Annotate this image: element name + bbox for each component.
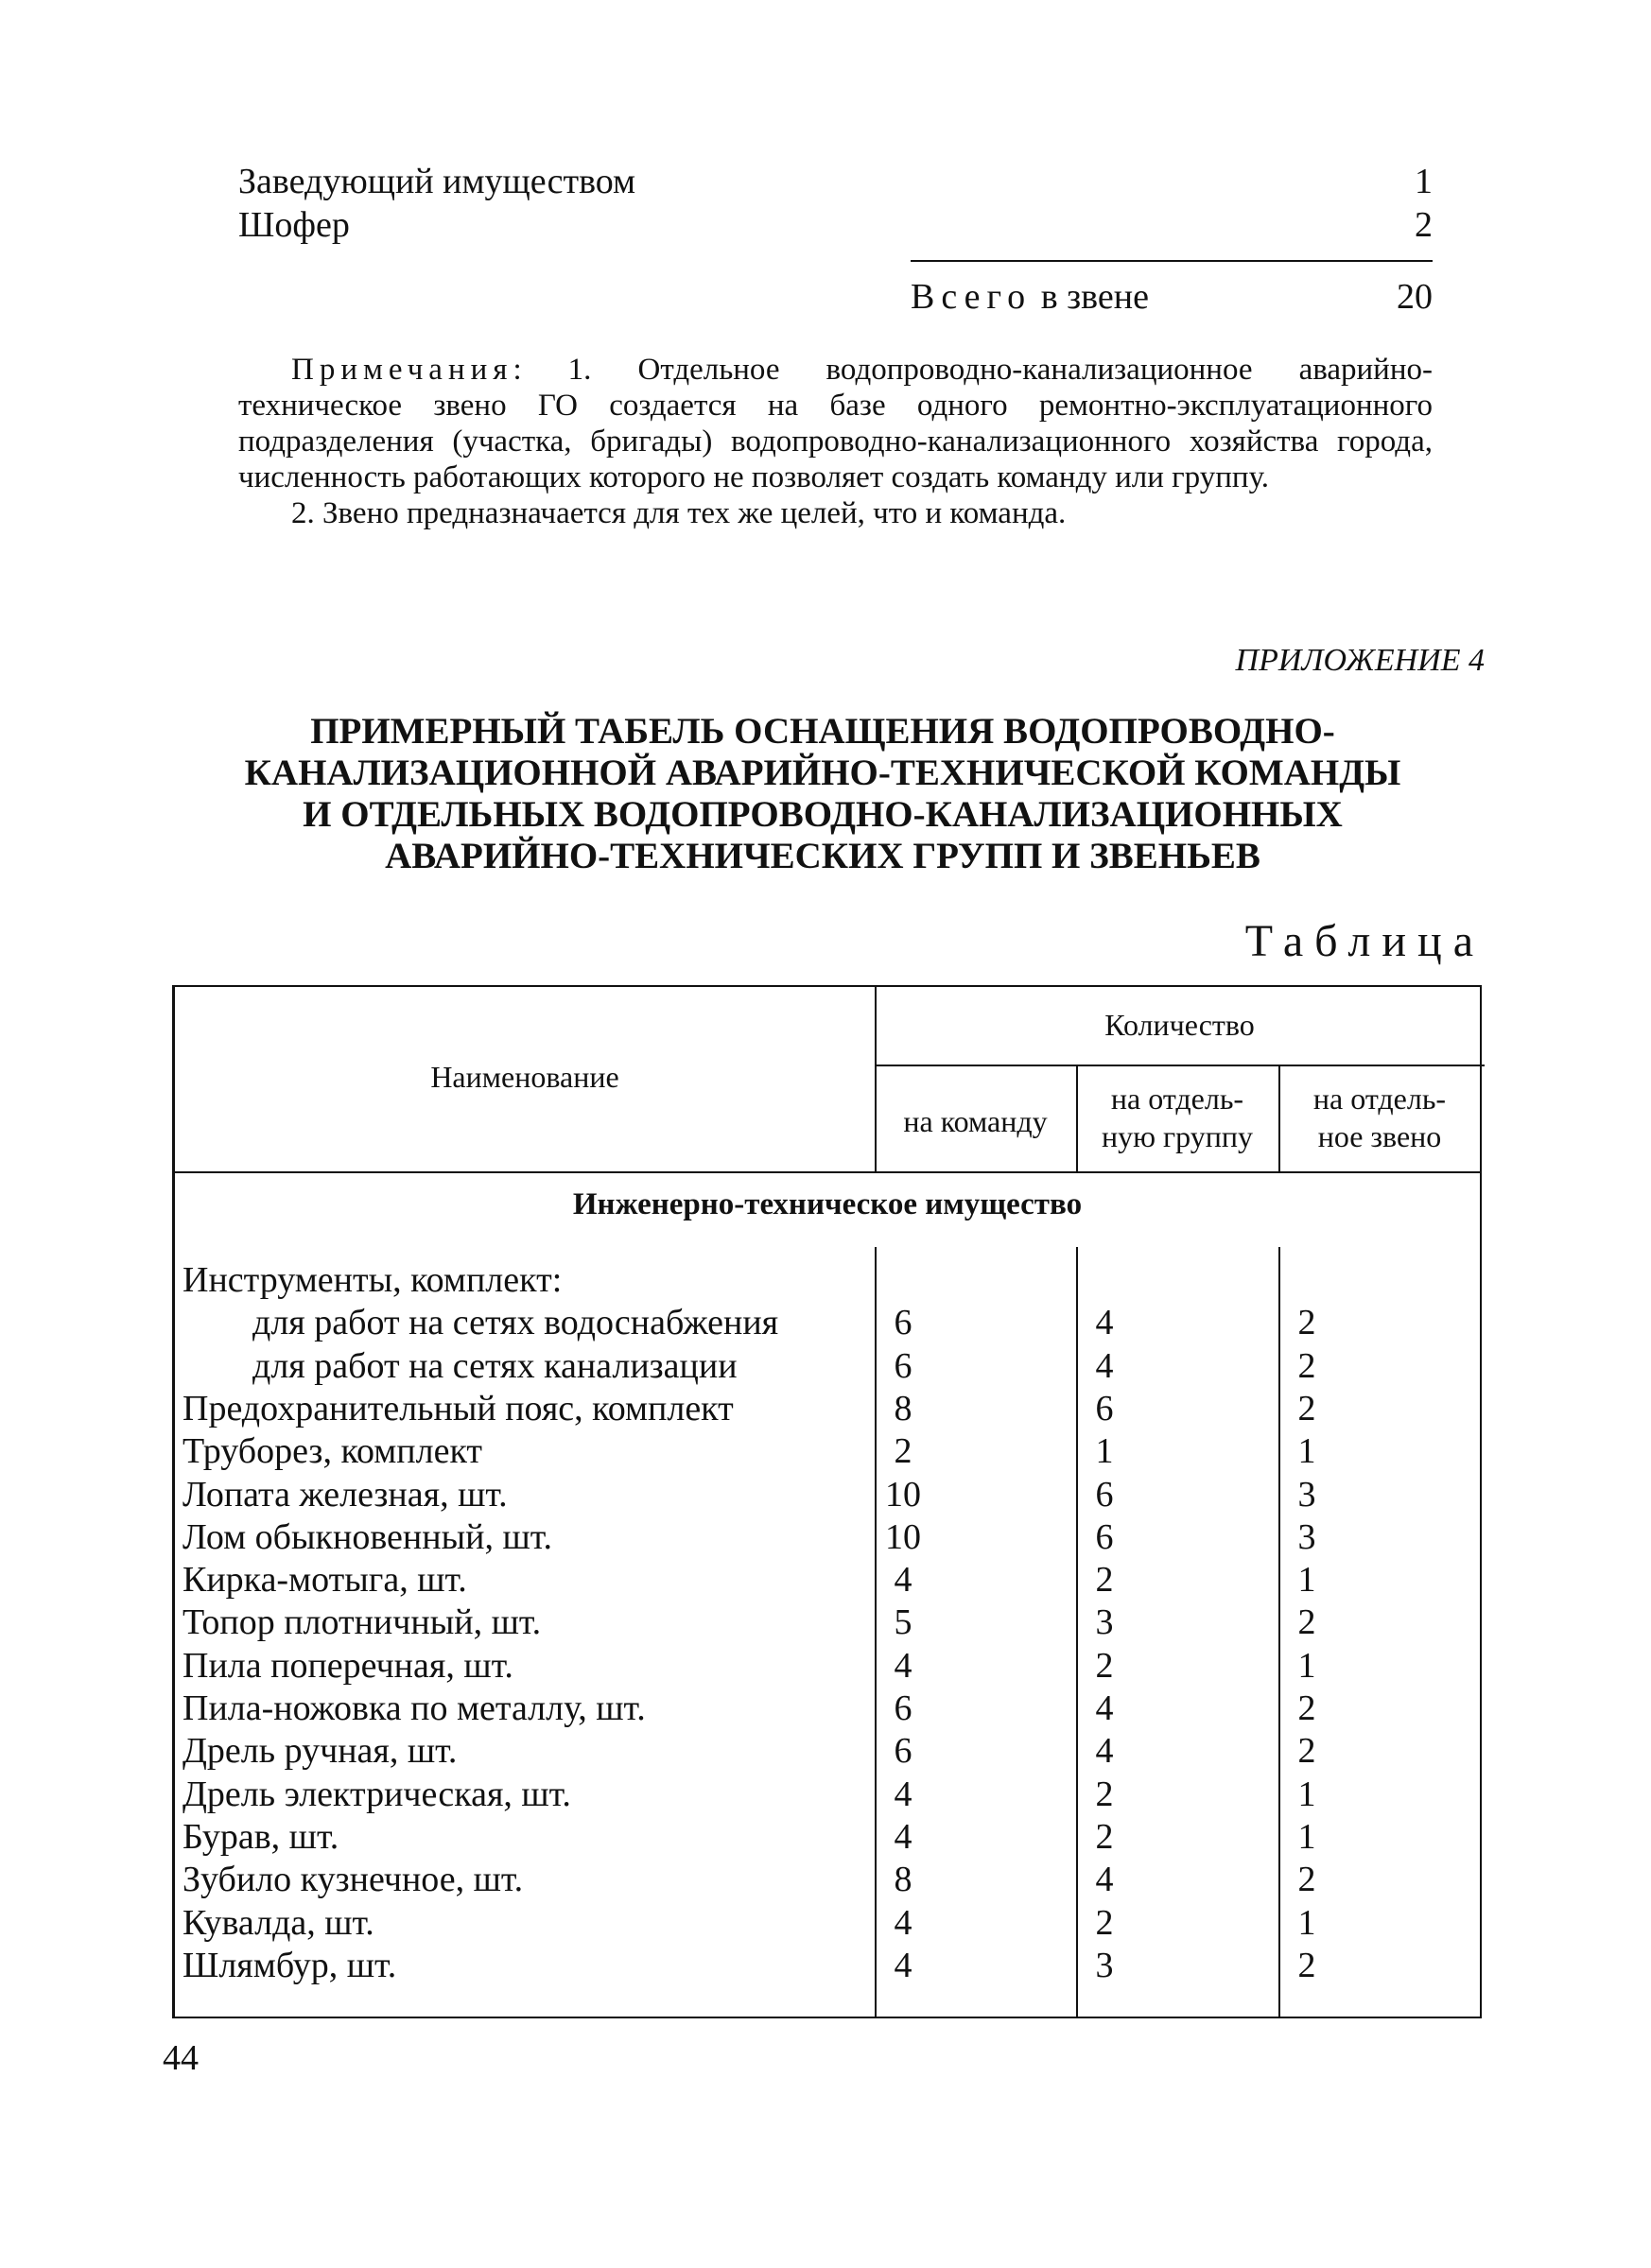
note-2: 2. Звено предназначается для тех же целей, что и команда. <box>291 496 1067 530</box>
total-label <box>911 276 1149 318</box>
page-number: 44 <box>163 2038 199 2078</box>
table-row <box>175 1516 1480 1559</box>
row-group-qty: 4 <box>1095 1303 1114 1343</box>
table-row <box>175 1902 1480 1945</box>
header-bottom-rule <box>175 1171 1480 1173</box>
row-group-qty: 2 <box>1095 1560 1114 1601</box>
row-team-qty: 4 <box>894 1774 912 1814</box>
row-team-qty: 2 <box>894 1431 912 1472</box>
table-row <box>175 1345 1480 1388</box>
row-unit-qty: 1 <box>1297 1774 1316 1814</box>
row-unit-qty: 1 <box>1297 1816 1316 1857</box>
header-col-team: на команду <box>903 1104 1048 1138</box>
row-name: Кувалда, шт. <box>182 1902 374 1943</box>
quantity-header-rule <box>875 1065 1485 1066</box>
row-unit-qty: 2 <box>1297 1388 1316 1428</box>
title-line-3: И ОТДЕЛЬНЫХ ВОДОПРОВОДНО-КАНАЛИЗАЦИОННЫХ <box>303 794 1343 835</box>
row-group-qty: 6 <box>1095 1388 1114 1428</box>
total-label-spaced: Всего <box>911 277 1033 317</box>
table-row <box>175 1688 1480 1730</box>
row-name: Пила поперечная, шт. <box>182 1645 513 1686</box>
row-group-qty: 6 <box>1095 1516 1114 1557</box>
appendix-label: ПРИЛОЖЕНИЕ 4 <box>1235 643 1485 678</box>
row-group-qty: 2 <box>1095 1774 1114 1814</box>
total-rule <box>911 260 1433 262</box>
row-name: для работ на сетях канализации <box>252 1345 738 1386</box>
title-line-4: АВАРИЙНО-ТЕХНИЧЕСКИХ ГРУПП И ЗВЕНЬЕВ <box>385 836 1260 876</box>
row-name: Лом обыкновенный, шт. <box>182 1516 552 1557</box>
header-quantity: Количество <box>1104 1008 1255 1042</box>
header-col-unit-line-2: ное звено <box>1317 1119 1442 1153</box>
row-group-qty: 2 <box>1095 1645 1114 1686</box>
row-unit-qty: 2 <box>1297 1945 1316 1985</box>
row-team-qty: 6 <box>894 1688 912 1728</box>
row-name: Шлямбур, шт. <box>182 1945 397 1985</box>
row-team-qty: 8 <box>894 1388 912 1428</box>
row-team-qty: 8 <box>894 1860 912 1900</box>
row-name: Пила-ножовка по металлу, шт. <box>182 1688 646 1728</box>
staff-count-2: 2 <box>1415 205 1433 245</box>
header-col-group <box>1076 1080 1278 1155</box>
document-title <box>161 711 1485 877</box>
table-row <box>175 1730 1480 1773</box>
row-name: для работ на сетях водоснабжения <box>252 1303 779 1343</box>
header-col-unit <box>1278 1080 1481 1155</box>
table-row <box>175 1388 1480 1430</box>
table-row <box>175 1474 1480 1516</box>
row-group-qty: 2 <box>1095 1816 1114 1857</box>
table-row <box>175 1859 1480 1901</box>
row-unit-qty: 2 <box>1297 1602 1316 1643</box>
note-1 <box>238 352 1433 495</box>
row-name: Дрель электрическая, шт. <box>182 1774 571 1814</box>
table-row <box>175 1259 1480 1302</box>
row-group-qty: 3 <box>1095 1602 1114 1643</box>
row-team-qty: 6 <box>894 1303 912 1343</box>
table-caption: Таблица <box>1244 916 1485 966</box>
row-name: Топор плотничный, шт. <box>182 1602 542 1643</box>
row-group-qty: 4 <box>1095 1731 1114 1772</box>
row-unit-qty: 2 <box>1297 1345 1316 1386</box>
row-group-qty: 4 <box>1095 1860 1114 1900</box>
title-line-1: ПРИМЕРНЫЙ ТАБЕЛЬ ОСНАЩЕНИЯ ВОДОПРОВОДНО- <box>310 711 1335 752</box>
row-unit-qty: 3 <box>1297 1474 1316 1515</box>
total-label-rest: в звене <box>1032 277 1149 317</box>
row-name: Дрель ручная, шт. <box>182 1731 458 1772</box>
row-group-qty: 6 <box>1095 1474 1114 1515</box>
table-row <box>175 1774 1480 1816</box>
row-name: Инструменты, комплект: <box>182 1260 563 1300</box>
notes-heading: Примечания <box>291 353 513 387</box>
row-team-qty: 4 <box>894 1560 912 1601</box>
row-name: Предохранительный пояс, комплект <box>182 1388 734 1428</box>
header-name: Наименование <box>430 1060 619 1094</box>
section-heading: Инженерно-техническое имущество <box>572 1187 1083 1221</box>
note-1-text: : 1. Отдельное водопроводно-канализационное аварийно-техническое звено ГО создается на базе одного ремонтно-эксплуатационного подразделения (участка, бригады) водопроводно-канализационного хозяйства города, численность работающих которого не позволяет создать команду или группу. <box>238 353 1433 494</box>
table-row <box>175 1601 1480 1644</box>
row-team-qty: 4 <box>894 1816 912 1857</box>
row-team-qty: 5 <box>894 1602 912 1643</box>
notes <box>238 352 1433 531</box>
row-unit-qty: 1 <box>1297 1560 1316 1601</box>
row-team-qty: 6 <box>894 1731 912 1772</box>
row-unit-qty: 1 <box>1297 1902 1316 1943</box>
row-team-qty: 4 <box>894 1945 912 1985</box>
row-name: Труборез, комплект <box>182 1431 483 1472</box>
row-name: Бурав, шт. <box>182 1816 339 1857</box>
header-col-group-line-1: на отдель- <box>1110 1082 1244 1116</box>
row-name: Зубило кузнечное, шт. <box>182 1860 524 1900</box>
row-team-qty: 10 <box>885 1516 921 1557</box>
table-row <box>175 1816 1480 1859</box>
total-value: 20 <box>1397 277 1433 317</box>
staff-name-2: Шофер <box>238 205 350 245</box>
row-team-qty: 6 <box>894 1345 912 1386</box>
header-col-unit-line-1: на отдель- <box>1312 1082 1447 1116</box>
row-unit-qty: 1 <box>1297 1431 1316 1472</box>
row-group-qty: 2 <box>1095 1902 1114 1943</box>
table-row <box>175 1559 1480 1601</box>
title-line-2: КАНАЛИЗАЦИОННОЙ АВАРИЙНО-ТЕХНИЧЕСКОЙ КОМАНДЫ <box>244 753 1401 793</box>
table-row <box>175 1945 1480 1987</box>
table-row <box>175 1645 1480 1688</box>
row-unit-qty: 3 <box>1297 1516 1316 1557</box>
row-team-qty: 10 <box>885 1474 921 1515</box>
staff-count-1: 1 <box>1415 162 1433 201</box>
header-col-group-line-2: ную группу <box>1102 1119 1253 1153</box>
row-unit-qty: 2 <box>1297 1303 1316 1343</box>
row-group-qty: 1 <box>1095 1431 1114 1472</box>
row-group-qty: 3 <box>1095 1945 1114 1985</box>
row-unit-qty: 2 <box>1297 1688 1316 1728</box>
row-team-qty: 4 <box>894 1645 912 1686</box>
staff-name-1: Заведующий имуществом <box>238 162 636 201</box>
table-row <box>175 1302 1480 1344</box>
row-team-qty: 4 <box>894 1902 912 1943</box>
row-group-qty: 4 <box>1095 1688 1114 1728</box>
row-unit-qty: 1 <box>1297 1645 1316 1686</box>
row-group-qty: 4 <box>1095 1345 1114 1386</box>
row-unit-qty: 2 <box>1297 1860 1316 1900</box>
row-name: Лопата железная, шт. <box>182 1474 508 1515</box>
row-name: Кирка-мотыга, шт. <box>182 1560 467 1601</box>
table-row <box>175 1430 1480 1473</box>
equipment-table <box>172 985 1482 2018</box>
row-unit-qty: 2 <box>1297 1731 1316 1772</box>
